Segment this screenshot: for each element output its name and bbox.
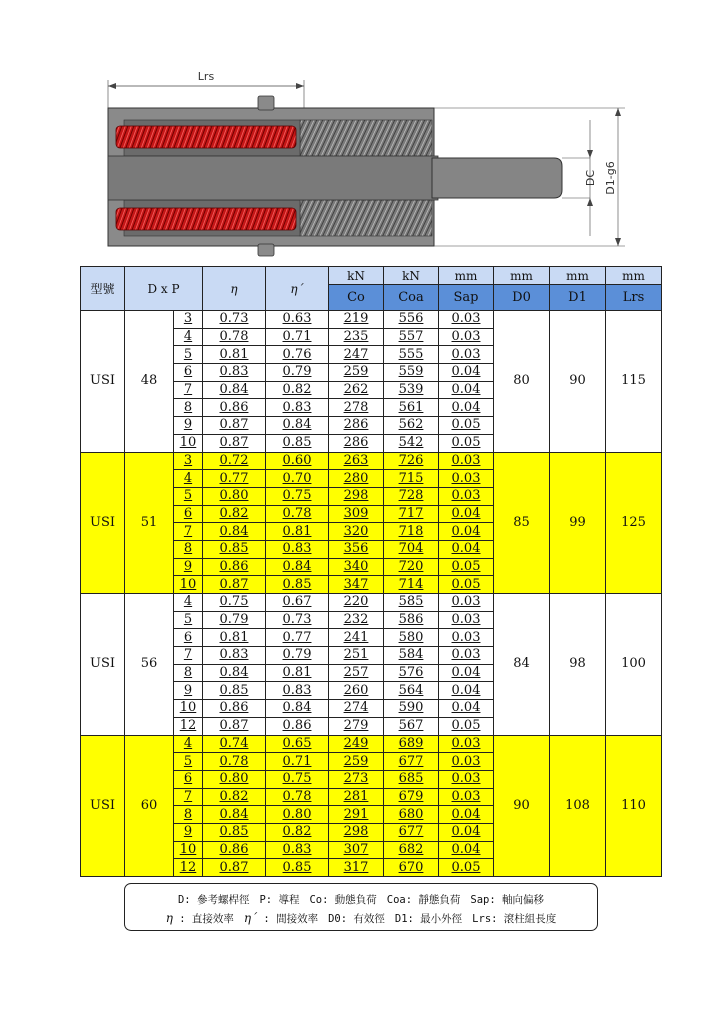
coa-cell: 584 [384, 647, 439, 665]
sap-cell: 0.03 [439, 594, 494, 612]
sap-cell: 0.04 [439, 381, 494, 399]
lead-cell: 10 [174, 434, 203, 452]
diameter-cell: 51 [125, 452, 174, 594]
legend-item [472, 913, 556, 925]
roller-screw-drawing [80, 68, 660, 264]
sap-cell: 0.03 [439, 346, 494, 364]
eta2-cell: 0.79 [266, 364, 329, 382]
eta2-cell: 0.73 [266, 611, 329, 629]
co-cell: 274 [329, 700, 384, 718]
coa-cell: 704 [384, 540, 439, 558]
sap-cell: 0.05 [439, 859, 494, 877]
co-cell: 251 [329, 647, 384, 665]
eta-cell: 0.86 [203, 841, 266, 859]
diameter-cell: 56 [125, 594, 174, 736]
legend-item [166, 913, 234, 925]
legend-item [395, 913, 462, 925]
co-cell: 280 [329, 470, 384, 488]
coa-cell: 682 [384, 841, 439, 859]
co-cell: 298 [329, 823, 384, 841]
lead-cell: 6 [174, 505, 203, 523]
eta-cell: 0.79 [203, 611, 266, 629]
legend-key: Sap: [470, 894, 496, 906]
lead-cell: 5 [174, 346, 203, 364]
legend-text: 有效徑 [353, 913, 385, 925]
lead-cell: 3 [174, 311, 203, 329]
eta2-cell: 0.76 [266, 346, 329, 364]
eta-cell: 0.84 [203, 806, 266, 824]
sap-cell: 0.04 [439, 806, 494, 824]
lead-cell: 4 [174, 328, 203, 346]
coa-cell: 542 [384, 434, 439, 452]
coa-cell: 556 [384, 311, 439, 329]
eta-cell: 0.84 [203, 523, 266, 541]
coa-cell: 561 [384, 399, 439, 417]
sap-cell: 0.04 [439, 682, 494, 700]
eta-cell: 0.86 [203, 399, 266, 417]
eta2-cell: 0.78 [266, 788, 329, 806]
co-cell: 298 [329, 487, 384, 505]
eta-cell: 0.87 [203, 576, 266, 594]
coa-cell: 590 [384, 700, 439, 718]
lead-cell: 4 [174, 735, 203, 753]
eta2-cell: 0.65 [266, 735, 329, 753]
eta2-cell: 0.84 [266, 417, 329, 435]
eta2-cell: 0.81 [266, 523, 329, 541]
sap-cell: 0.03 [439, 753, 494, 771]
header-model: 型號 [81, 267, 125, 311]
co-cell: 263 [329, 452, 384, 470]
legend-line-2 [125, 911, 597, 926]
eta-cell: 0.84 [203, 381, 266, 399]
header-d0: D0 [494, 285, 550, 311]
eta2-cell: 0.75 [266, 487, 329, 505]
lead-cell: 12 [174, 717, 203, 735]
d0-cell: 80 [494, 311, 550, 453]
legend-text: 最小外徑 [420, 913, 463, 925]
sap-cell: 0.03 [439, 735, 494, 753]
sap-cell: 0.03 [439, 647, 494, 665]
table-row [81, 594, 662, 612]
eta2-cell: 0.77 [266, 629, 329, 647]
eta-cell: 0.84 [203, 664, 266, 682]
eta2-cell: 0.82 [266, 823, 329, 841]
screw-shaft [108, 156, 438, 200]
eta-cell: 0.82 [203, 505, 266, 523]
eta2-cell: 0.71 [266, 328, 329, 346]
legend-key: P: [259, 894, 273, 906]
eta2-cell: 0.84 [266, 700, 329, 718]
sap-cell: 0.05 [439, 434, 494, 452]
coa-cell: 576 [384, 664, 439, 682]
lead-cell: 6 [174, 770, 203, 788]
model-cell: USI [81, 735, 125, 877]
d1-cell: 108 [550, 735, 606, 877]
eta2-cell: 0.83 [266, 841, 329, 859]
table-body [81, 311, 662, 877]
legend-box [124, 883, 598, 931]
header-dxp: D x P [125, 267, 203, 311]
eta2-cell: 0.84 [266, 558, 329, 576]
model-cell: USI [81, 452, 125, 594]
lead-cell: 6 [174, 629, 203, 647]
coa-cell: 679 [384, 788, 439, 806]
eta2-cell: 0.86 [266, 717, 329, 735]
sap-cell: 0.04 [439, 540, 494, 558]
model-cell: USI [81, 311, 125, 453]
coa-cell: 685 [384, 770, 439, 788]
co-cell: 291 [329, 806, 384, 824]
sap-cell: 0.03 [439, 611, 494, 629]
co-cell: 220 [329, 594, 384, 612]
lead-cell: 12 [174, 859, 203, 877]
co-cell: 235 [329, 328, 384, 346]
co-cell: 286 [329, 434, 384, 452]
eta-cell: 0.78 [203, 328, 266, 346]
model-cell: USI [81, 594, 125, 736]
eta-cell: 0.80 [203, 770, 266, 788]
eta2-cell: 0.78 [266, 505, 329, 523]
lead-cell: 8 [174, 806, 203, 824]
co-cell: 232 [329, 611, 384, 629]
lrs-cell: 110 [606, 735, 662, 877]
eta-cell: 0.87 [203, 859, 266, 877]
eta-cell: 0.87 [203, 417, 266, 435]
eta2-cell: 0.71 [266, 753, 329, 771]
d1-cell: 90 [550, 311, 606, 453]
coa-cell: 689 [384, 735, 439, 753]
lead-cell: 9 [174, 558, 203, 576]
coa-cell: 539 [384, 381, 439, 399]
header-eta: η [203, 267, 266, 311]
legend-item [309, 894, 376, 906]
coa-cell: 555 [384, 346, 439, 364]
table-row [81, 452, 662, 470]
sap-cell: 0.03 [439, 629, 494, 647]
eta-cell: 0.72 [203, 452, 266, 470]
sap-cell: 0.03 [439, 452, 494, 470]
sap-cell: 0.04 [439, 700, 494, 718]
lead-cell: 5 [174, 487, 203, 505]
header-d1-unit: mm [550, 267, 606, 285]
sap-cell: 0.03 [439, 788, 494, 806]
sap-cell: 0.05 [439, 717, 494, 735]
lead-cell: 6 [174, 364, 203, 382]
eta2-cell: 0.85 [266, 434, 329, 452]
co-cell: 279 [329, 717, 384, 735]
table-row [81, 311, 662, 329]
lead-cell: 3 [174, 452, 203, 470]
legend-item [178, 894, 249, 906]
co-cell: 320 [329, 523, 384, 541]
eta-cell: 0.86 [203, 700, 266, 718]
co-cell: 309 [329, 505, 384, 523]
d1-cell: 99 [550, 452, 606, 594]
legend-key: Coa: [386, 894, 413, 906]
d1-g6-label: D1-g6 [604, 161, 617, 195]
sap-cell: 0.03 [439, 311, 494, 329]
co-cell: 260 [329, 682, 384, 700]
eta2-cell: 0.63 [266, 311, 329, 329]
coa-cell: 557 [384, 328, 439, 346]
roller-top [116, 126, 296, 148]
lead-cell: 9 [174, 823, 203, 841]
coa-cell: 567 [384, 717, 439, 735]
co-cell: 249 [329, 735, 384, 753]
co-cell: 317 [329, 859, 384, 877]
co-cell: 281 [329, 788, 384, 806]
eta2-cell: 0.82 [266, 381, 329, 399]
co-cell: 286 [329, 417, 384, 435]
co-cell: 307 [329, 841, 384, 859]
eta-cell: 0.77 [203, 470, 266, 488]
legend-item [259, 894, 299, 906]
lead-cell: 8 [174, 540, 203, 558]
sap-cell: 0.05 [439, 576, 494, 594]
sap-cell: 0.04 [439, 841, 494, 859]
diameter-cell: 60 [125, 735, 174, 877]
eta2-cell: 0.83 [266, 682, 329, 700]
header-lrs: Lrs [606, 285, 662, 311]
coa-cell: 726 [384, 452, 439, 470]
lead-cell: 4 [174, 594, 203, 612]
legend-line-1 [125, 892, 597, 907]
header-d0-unit: mm [494, 267, 550, 285]
eta-cell: 0.85 [203, 823, 266, 841]
eta-cell: 0.87 [203, 434, 266, 452]
coa-cell: 670 [384, 859, 439, 877]
eta-cell: 0.82 [203, 788, 266, 806]
lead-cell: 9 [174, 682, 203, 700]
eta2-cell: 0.81 [266, 664, 329, 682]
legend-item [244, 913, 318, 925]
sap-cell: 0.03 [439, 328, 494, 346]
header-lrs-unit: mm [606, 267, 662, 285]
diameter-cell: 48 [125, 311, 174, 453]
legend-key: η [165, 911, 173, 925]
sap-cell: 0.05 [439, 417, 494, 435]
co-cell: 278 [329, 399, 384, 417]
eta-cell: 0.86 [203, 558, 266, 576]
eta2-cell: 0.70 [266, 470, 329, 488]
eta2-cell: 0.83 [266, 399, 329, 417]
co-cell: 257 [329, 664, 384, 682]
coa-cell: 718 [384, 523, 439, 541]
legend-text: 導程 [278, 894, 300, 906]
eta-cell: 0.75 [203, 594, 266, 612]
coa-cell: 680 [384, 806, 439, 824]
sap-cell: 0.04 [439, 364, 494, 382]
legend-text: : 間接效率 [263, 913, 319, 925]
header-coa: Coa [384, 285, 439, 311]
eta-cell: 0.85 [203, 682, 266, 700]
co-cell: 273 [329, 770, 384, 788]
lead-cell: 10 [174, 576, 203, 594]
eta-cell: 0.78 [203, 753, 266, 771]
co-cell: 340 [329, 558, 384, 576]
sap-cell: 0.04 [439, 823, 494, 841]
co-cell: 259 [329, 753, 384, 771]
lrs-label: Lrs [197, 70, 215, 83]
coa-cell: 586 [384, 611, 439, 629]
legend-item [328, 913, 385, 925]
sap-cell: 0.03 [439, 770, 494, 788]
d0-cell: 85 [494, 452, 550, 594]
lead-cell: 5 [174, 611, 203, 629]
legend-key: Co: [309, 894, 329, 906]
d0-cell: 90 [494, 735, 550, 877]
legend-text: 參考螺桿徑 [196, 894, 250, 906]
lead-cell: 7 [174, 381, 203, 399]
eta-cell: 0.74 [203, 735, 266, 753]
co-cell: 219 [329, 311, 384, 329]
co-cell: 241 [329, 629, 384, 647]
eta2-cell: 0.85 [266, 576, 329, 594]
co-cell: 262 [329, 381, 384, 399]
header-coa-unit: kN [384, 267, 439, 285]
eta2-cell: 0.60 [266, 452, 329, 470]
sap-cell: 0.04 [439, 399, 494, 417]
eta2-cell: 0.75 [266, 770, 329, 788]
co-cell: 356 [329, 540, 384, 558]
eta-cell: 0.73 [203, 311, 266, 329]
legend-key: Lrs: [472, 913, 498, 925]
d0-cell: 84 [494, 594, 550, 736]
lrs-cell: 125 [606, 452, 662, 594]
eta-cell: 0.80 [203, 487, 266, 505]
sap-cell: 0.05 [439, 558, 494, 576]
legend-key: D1: [394, 913, 414, 925]
coa-cell: 564 [384, 682, 439, 700]
header-sap: Sap [439, 285, 494, 311]
legend-text: : 直接效率 [179, 913, 234, 925]
coa-cell: 585 [384, 594, 439, 612]
eta-cell: 0.83 [203, 647, 266, 665]
lead-cell: 8 [174, 399, 203, 417]
eta-cell: 0.83 [203, 364, 266, 382]
lead-cell: 4 [174, 470, 203, 488]
lead-cell: 7 [174, 788, 203, 806]
coa-cell: 559 [384, 364, 439, 382]
eta2-cell: 0.83 [266, 540, 329, 558]
lead-cell: 7 [174, 523, 203, 541]
coa-cell: 562 [384, 417, 439, 435]
eta2-cell: 0.85 [266, 859, 329, 877]
eta-cell: 0.87 [203, 717, 266, 735]
legend-text: 動態負荷 [334, 894, 377, 906]
lrs-cell: 115 [606, 311, 662, 453]
eta-cell: 0.81 [203, 346, 266, 364]
lead-cell: 7 [174, 647, 203, 665]
roller-bottom [116, 208, 296, 230]
header-eta2: η´ [266, 267, 329, 311]
sap-cell: 0.04 [439, 505, 494, 523]
legend-key: D: [177, 894, 191, 906]
coa-cell: 714 [384, 576, 439, 594]
sap-cell: 0.04 [439, 523, 494, 541]
legend-text: 靜態負荷 [418, 894, 461, 906]
coa-cell: 715 [384, 470, 439, 488]
eta2-cell: 0.67 [266, 594, 329, 612]
header-co: Co [329, 285, 384, 311]
legend-key: D0: [328, 913, 348, 925]
legend-key: η´ [243, 911, 258, 925]
eta2-cell: 0.80 [266, 806, 329, 824]
header-co-unit: kN [329, 267, 384, 285]
header-d1: D1 [550, 285, 606, 311]
eta-cell: 0.81 [203, 629, 266, 647]
spec-table [80, 266, 662, 877]
co-cell: 247 [329, 346, 384, 364]
lead-cell: 5 [174, 753, 203, 771]
eta2-cell: 0.79 [266, 647, 329, 665]
coa-cell: 720 [384, 558, 439, 576]
sap-cell: 0.03 [439, 470, 494, 488]
dc-label: DC [584, 169, 597, 187]
coa-cell: 677 [384, 753, 439, 771]
lead-cell: 10 [174, 841, 203, 859]
sap-cell: 0.03 [439, 487, 494, 505]
legend-item [470, 894, 544, 906]
coa-cell: 717 [384, 505, 439, 523]
co-cell: 259 [329, 364, 384, 382]
header-sap-unit: mm [439, 267, 494, 285]
legend-text: 軸向偏移 [502, 894, 544, 906]
lead-cell: 8 [174, 664, 203, 682]
co-cell: 347 [329, 576, 384, 594]
sap-cell: 0.04 [439, 664, 494, 682]
coa-cell: 580 [384, 629, 439, 647]
eta-cell: 0.85 [203, 540, 266, 558]
table-row [81, 735, 662, 753]
legend-item [387, 894, 461, 906]
lead-cell: 9 [174, 417, 203, 435]
coa-cell: 677 [384, 823, 439, 841]
lrs-cell: 100 [606, 594, 662, 736]
legend-text: 滾柱組長度 [503, 913, 557, 925]
lead-cell: 10 [174, 700, 203, 718]
d1-cell: 98 [550, 594, 606, 736]
coa-cell: 728 [384, 487, 439, 505]
